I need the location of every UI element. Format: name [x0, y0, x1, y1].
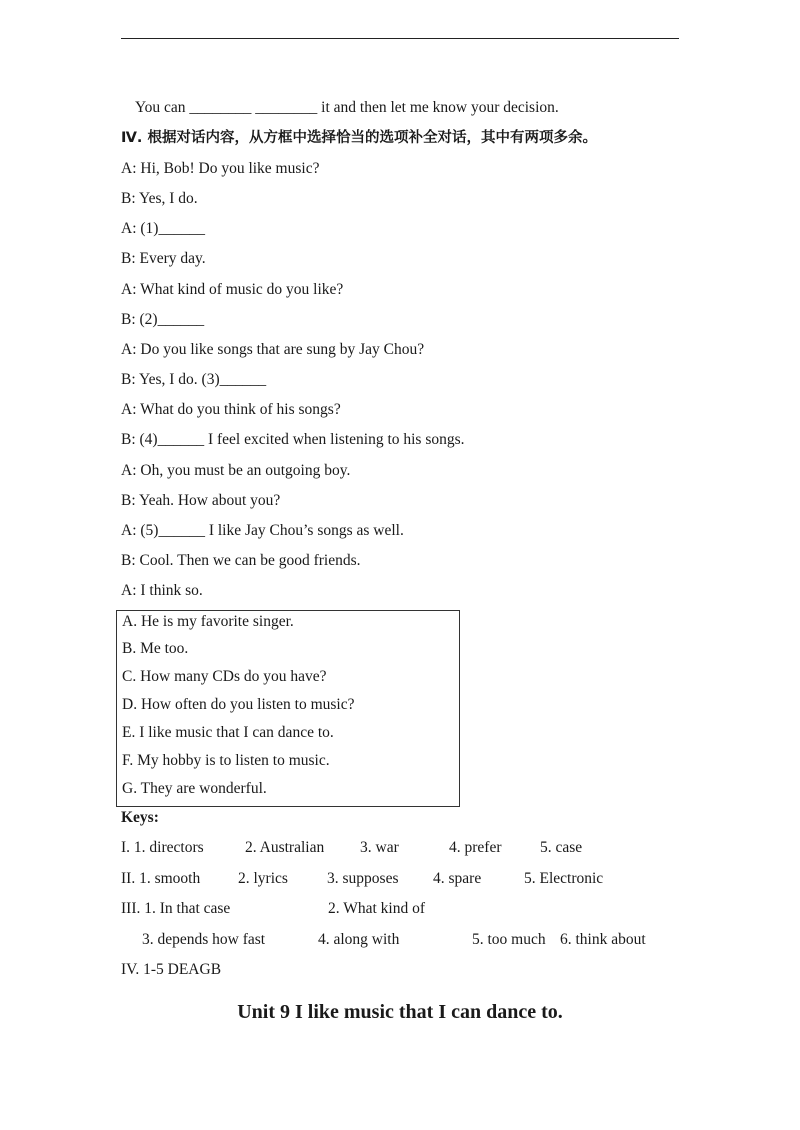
key-item: II. 1. smooth	[121, 870, 201, 887]
key-item: IV. 1-5 DEAGB	[121, 961, 222, 978]
option-b: B. Me too.	[122, 640, 189, 657]
key-item: 2. Australian	[245, 839, 325, 856]
key-item: 2. What kind of	[328, 900, 426, 917]
option-e: E. I like music that I can dance to.	[122, 724, 334, 741]
header-rule	[121, 38, 679, 39]
key-item: I. 1. directors	[121, 839, 204, 856]
dialogue-line: A: I think so.	[121, 582, 203, 599]
keys-label: Keys:	[121, 809, 159, 826]
key-item: 3. supposes	[327, 870, 399, 887]
key-item: 4. prefer	[449, 839, 502, 856]
key-item: 4. spare	[433, 870, 482, 887]
dialogue-line: B: Yeah. How about you?	[121, 492, 281, 509]
option-g: G. They are wonderful.	[122, 780, 267, 797]
dialogue-line: A: What kind of music do you like?	[121, 281, 344, 298]
section4-heading: Ⅳ. 根据对话内容，从方框中选择恰当的选项补全对话，其中有两项多余。	[121, 130, 597, 146]
option-c: C. How many CDs do you have?	[122, 668, 327, 685]
unit-title: Unit 9 I like music that I can dance to.	[237, 1001, 563, 1023]
intro-line: You can ________ ________ it and then let me know your decision.	[135, 99, 559, 116]
dialogue-line: B: Every day.	[121, 250, 206, 267]
option-f: F. My hobby is to listen to music.	[122, 752, 330, 769]
dialogue-line: A: What do you think of his songs?	[121, 401, 341, 418]
dialogue-line: A: (1)______	[121, 220, 205, 237]
dialogue-line: A: Oh, you must be an outgoing boy.	[121, 462, 351, 479]
key-item: 6. think about	[560, 931, 646, 948]
key-item: 3. war	[360, 839, 399, 856]
option-a: A. He is my favorite singer.	[122, 613, 294, 630]
dialogue-line: A: (5)______ I like Jay Chou’s songs as well.	[121, 522, 404, 539]
dialogue-line: A: Hi, Bob! Do you like music?	[121, 160, 320, 177]
options-box	[116, 610, 460, 807]
key-item: 5. case	[540, 839, 583, 856]
key-item: 4. along with	[318, 931, 400, 948]
dialogue-line: B: Cool. Then we can be good friends.	[121, 552, 361, 569]
key-item: III. 1. In that case	[121, 900, 231, 917]
dialogue-line: A: Do you like songs that are sung by Jay Chou?	[121, 341, 425, 358]
key-item: 3. depends how fast	[142, 931, 266, 948]
option-d: D. How often do you listen to music?	[122, 696, 355, 713]
dialogue-line: B: (4)______ I feel excited when listening to his songs.	[121, 431, 465, 448]
dialogue-line: B: Yes, I do. (3)______	[121, 371, 267, 388]
key-item: 5. too much	[472, 931, 546, 948]
key-item: 5. Electronic	[524, 870, 604, 887]
dialogue-line: B: Yes, I do.	[121, 190, 198, 207]
dialogue-line: B: (2)______	[121, 311, 205, 328]
key-item: 2. lyrics	[238, 870, 288, 887]
